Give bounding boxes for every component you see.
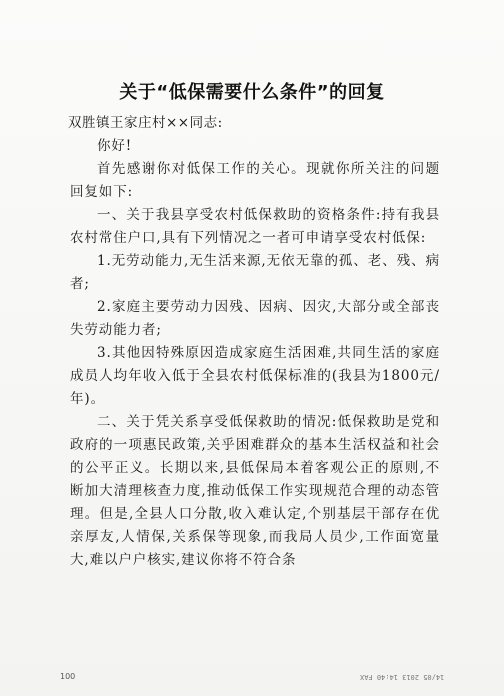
salutation: 双胜镇王家庄村××同志: <box>68 115 223 131</box>
paragraph-item-3: 3.其他因特殊原因造成家庭生活困难,共同生活的家庭成员人均年收入低于全县农村低保标准的(我县为1800元/年)。 <box>70 345 440 407</box>
paragraph-section-two: 二、关于凭关系享受低保救助的情况:低保救助是党和政府的一项惠民政策,关乎困难群众的基本生活权益和社会的公平正义。长期以来,县低保局本着客观公正的原则,不断加大清理核查力度,推动低保工作实现规范合理的动态管理。但是,全县人口分散,收入难认定,个别基层干部存在优亲厚友,人情保,关系保等现象,而我局人员少,工作面宽量大,难以户户核实,建议你将不符合条 <box>70 414 440 568</box>
document-title: 关于“低保需要什么条件”的回复 <box>119 82 385 103</box>
fax-stamp: 14/05 2013 14:40 FAX <box>359 673 444 681</box>
document-body <box>70 112 440 572</box>
page-marker: 100 <box>60 672 76 681</box>
paragraph-section-one: 一、关于我县享受农村低保救助的资格条件:持有我县农村常住户口,具有下列情况之一者可申请享受农村低保: <box>70 207 440 246</box>
paragraph-greeting: 你好! <box>97 138 133 154</box>
paragraph-item-2: 2.家庭主要劳动力因残、因病、因灾,大部分或全部丧失劳动能力者; <box>70 299 440 338</box>
paragraph-item-1: 1.无劳动能力,无生活来源,无依无靠的孤、老、残、病者; <box>70 253 440 292</box>
paragraph-intro: 首先感谢你对低保工作的关心。现就你所关注的问题回复如下: <box>70 161 440 200</box>
